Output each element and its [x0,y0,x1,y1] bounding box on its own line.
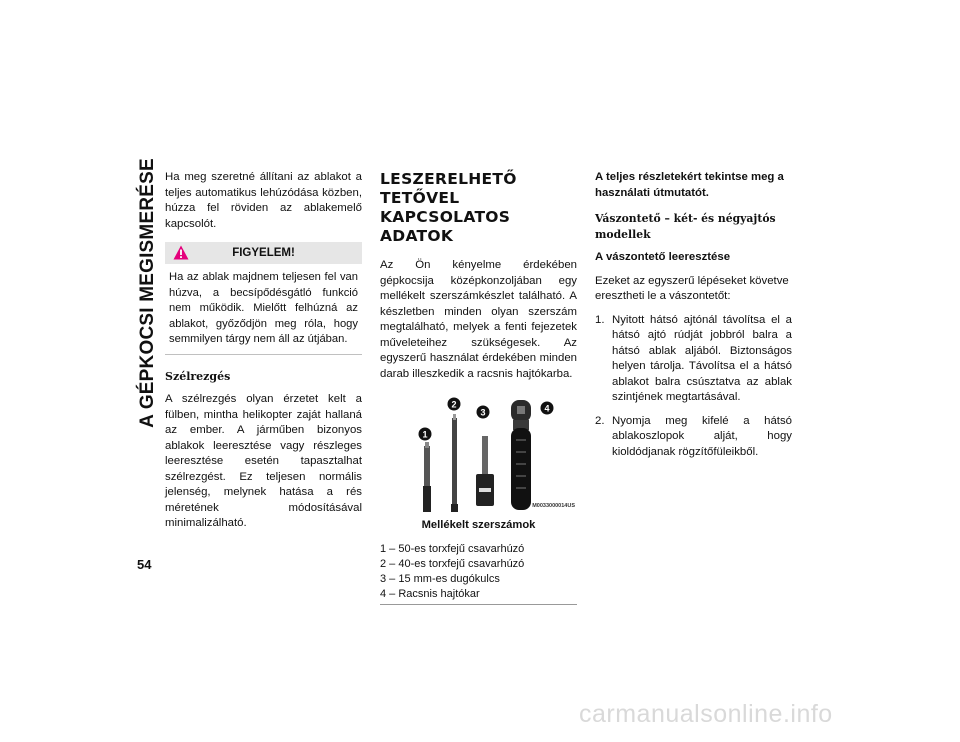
callout-3 [477,406,490,419]
ratchet-handle-image [511,400,531,510]
section-heading-line2: KAPCSOLATOS ADATOK [380,208,511,245]
step-number: 2. [595,414,605,427]
warning-text: Ha az ablak majdnem teljesen fel van húzva, a becsípődésgátló funkció nem működik. Mielőtt felhúzná az ablakot, győződjön meg róla, hogy semmilyen tárgy nem áll az útjában. [169,271,358,345]
legend-item: 2 – 40-es torxfejű csavarhúzó [380,557,525,570]
svg-text:1: 1 [422,429,428,440]
toolkit-paragraph: Az Ön kényelme érdekében gépkocsija középkonzoljában egy mellékelt szerszámkészlet található. A készletben minden olyan szerszám megtalálható, melyek a fenti fejezetek műveleteihez szükségesek. Az egyszerű használat érdekében minden darab illeszkedik a racsnis hajtókarba. [380,259,577,380]
socket-15mm-image [476,436,494,506]
steps-list [595,313,792,461]
wind-buffeting-paragraph: A szélrezgés olyan érzetet kelt a fülben, mintha helikopter zaját hallaná az ember. A járműben bizonyos ablakok leeresztése vagy részleges leeresztése esetén tapasztalhat szélrezgést. Ez teljesen normális jelenség, melynek hatása a rés méretének módosításával minimalizálható. [165,393,362,529]
warning-header [165,242,362,264]
column-middle [380,170,577,605]
torx-50-bit-image [423,442,431,512]
svg-text:3: 3 [480,407,486,418]
step-item [595,414,792,461]
section-heading-line1: LESZERELHETŐ TETŐVEL [380,170,517,207]
svg-text:2: 2 [451,399,457,410]
owner-manual-note: A teljes részletekért tekintse meg a használati útmutatót. [595,171,784,199]
legend-item: 1 – 50-es torxfejű csavarhúzó [380,542,525,555]
step-text: Nyitott hátsó ajtónál távolítsa el a hátsó ajtó rúdját jobbról balra a hátsó ablak aljából. Biztonságos helyen tárolja. Távolítsa el a hátsó ablakot balra csúsztatva az ablak szintjének megtartásával. [612,313,792,403]
page-number: 54 [137,557,152,572]
legend-item: 4 – Racsnis hajtókar [380,587,480,600]
watermark: carmanualsonline.info [579,700,833,728]
steps-intro: Ezeket az egyszerű lépéseket követve eresztheti le a vászontetőt: [595,274,789,302]
warning-triangle-icon [173,245,189,260]
column-left [165,170,362,532]
figure-code: M0033000014US [532,502,575,509]
chapter-side-title [134,157,162,428]
warning-box [165,242,362,355]
intro-paragraph: Ha meg szeretné állítani az ablakot a teljes automatikus lehúzódása közben, húzza fel röviden az ablakemelő kapcsolót. [165,171,362,230]
warning-title: FIGYELEM! [232,247,295,259]
column-right [595,170,792,468]
callout-2 [448,398,461,411]
soft-top-subheading: Vászontető – két- és négyajtós modellek [595,212,776,241]
step-number: 1. [595,313,605,326]
legend-item: 3 – 15 mm-es dugókulcs [380,572,500,585]
step-item [595,313,792,406]
step-text: Nyomja meg kifelé a hátsó ablakoszlopok alját, hogy kioldódjanak rögzítőfüleikből. [612,414,792,458]
lowering-title: A vászontető leeresztése [595,251,731,263]
figure-legend [380,542,577,605]
wind-buffeting-heading: Szélrezgés [165,369,231,383]
toolkit-figure [380,396,577,516]
callout-1 [419,428,432,441]
section-heading [380,170,577,246]
figure-caption: Mellékelt szerszámok [421,519,536,531]
torx-40-bit-image [451,414,458,512]
chapter-title-text: A GÉPKOCSI MEGISMERÉSE [137,157,158,428]
callout-4 [541,402,554,415]
svg-text:4: 4 [544,403,550,414]
